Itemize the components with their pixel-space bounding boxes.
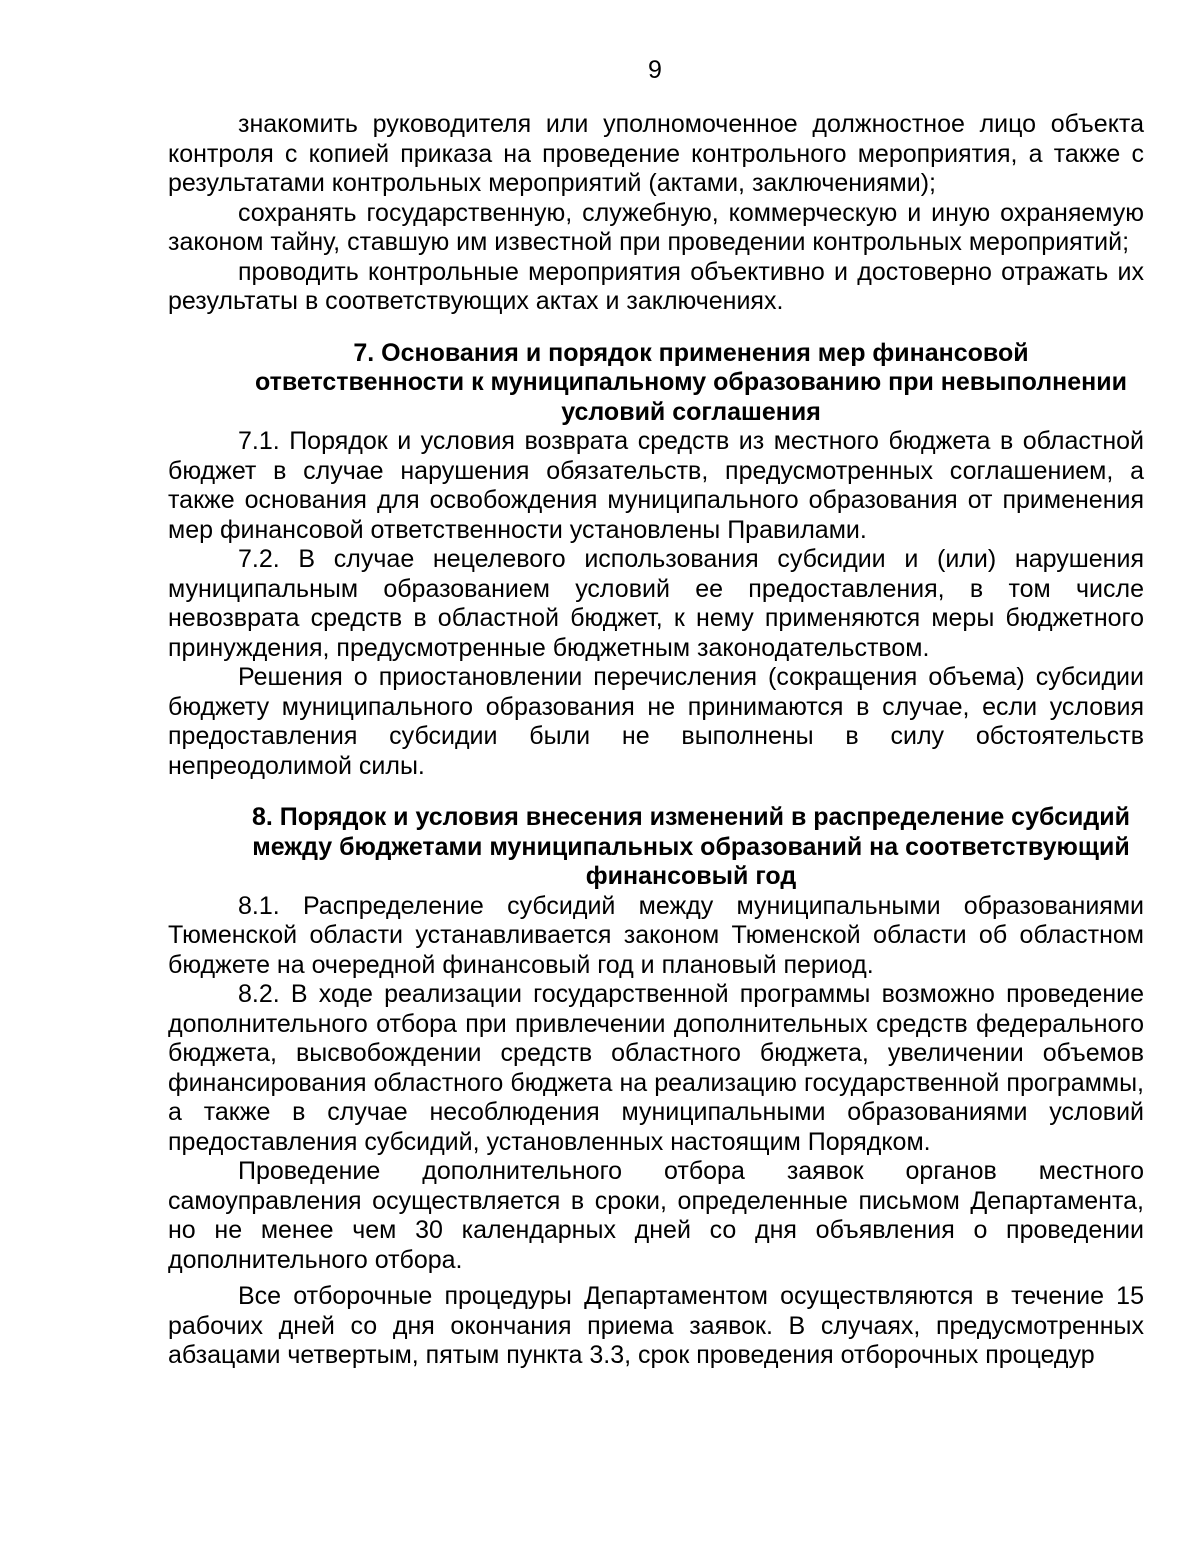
heading-line: между бюджетами муниципальных образований на соответствующий — [252, 832, 1130, 861]
paragraph-7-2-force-majeure: Решения о приостановлении перечисления (сокращения объема) субсидии бюджету муниципального образования не принимаются в случае, если условия предоставления субсидии были не выполнены в силу обстоятельств непреодолимой силы. — [168, 663, 1144, 780]
paragraph-8-1: 8.1. Распределение субсидий между муниципальными образованиями Тюменской области устанавливается законом Тюменской области об областном бюджете на очередной финансовый год и плановый период. — [168, 891, 1144, 979]
paragraph-7-2: 7.2. В случае нецелевого использования субсидии и (или) нарушения муниципальным образованием условий ее предоставления, в том числе невозврата средств в областной бюджет, к нему применяются меры бюджетного принуждения, предусмотренные бюджетным законодательством. — [168, 545, 1144, 662]
paragraph-8-2-additional-selection: Проведение дополнительного отбора заявок органов местного самоуправления осуществляется в сроки, определенные письмом Департамента, но не менее чем 30 календарных дней со дня объявления о проведении дополнительного отбора. — [168, 1157, 1144, 1274]
paragraph-8-2: 8.2. В ходе реализации государственной программы возможно проведение дополнительного отбора при привлечении дополнительных средств федерального бюджета, высвобождении средств областного бюджета, увеличении объемов финансирования областного бюджета на реализацию государственной программы, а также в случае несоблюдения муниципальными образованиями условий предоставления субсидий, установленных настоящим Порядком. — [168, 980, 1144, 1156]
paragraph-8-2-procedures: Все отборочные процедуры Департаментом осуществляются в течение 15 рабочих дней со дня окончания приема заявок. В случаях, предусмотренных абзацами четвертым, пятым пункта 3.3, срок проведения отборочных процедур — [168, 1282, 1144, 1369]
heading-line: условий соглашения — [561, 397, 821, 426]
page-number: 9 — [648, 56, 662, 84]
paragraph-duty-confidentiality: сохранять государственную, служебную, коммерческую и иную охраняемую законом тайну, ставшую им известной при проведении контрольных мероприятий; — [168, 198, 1144, 256]
section-heading-8 — [168, 803, 1144, 892]
paragraph-duty-objectivity: проводить контрольные мероприятия объективно и достоверно отражать их результаты в соответствующих актах и заключениях. — [168, 257, 1144, 315]
section-heading-7 — [168, 339, 1144, 428]
heading-line: 8. Порядок и условия внесения изменений в распределение субсидий — [252, 803, 1130, 831]
paragraph-7-1: 7.1. Порядок и условия возврата средств из местного бюджета в областной бюджет в случае нарушения обязательств, предусмотренных соглашением, а также основания для освобождения муниципального образования от применения мер финансовой ответственности установлены Правилами. — [168, 427, 1144, 544]
heading-line: 7. Основания и порядок применения мер финансовой — [353, 338, 1029, 367]
document-body — [168, 110, 1144, 1371]
paragraph-duty-familiarize: знакомить руководителя или уполномоченное должностное лицо объекта контроля с копией приказа на проведение контрольного мероприятия, а также с результатами контрольных мероприятий (актами, заключениями); — [168, 110, 1144, 197]
heading-line: ответственности к муниципальному образованию при невыполнении — [254, 368, 1127, 396]
heading-line: финансовый год — [585, 862, 797, 890]
